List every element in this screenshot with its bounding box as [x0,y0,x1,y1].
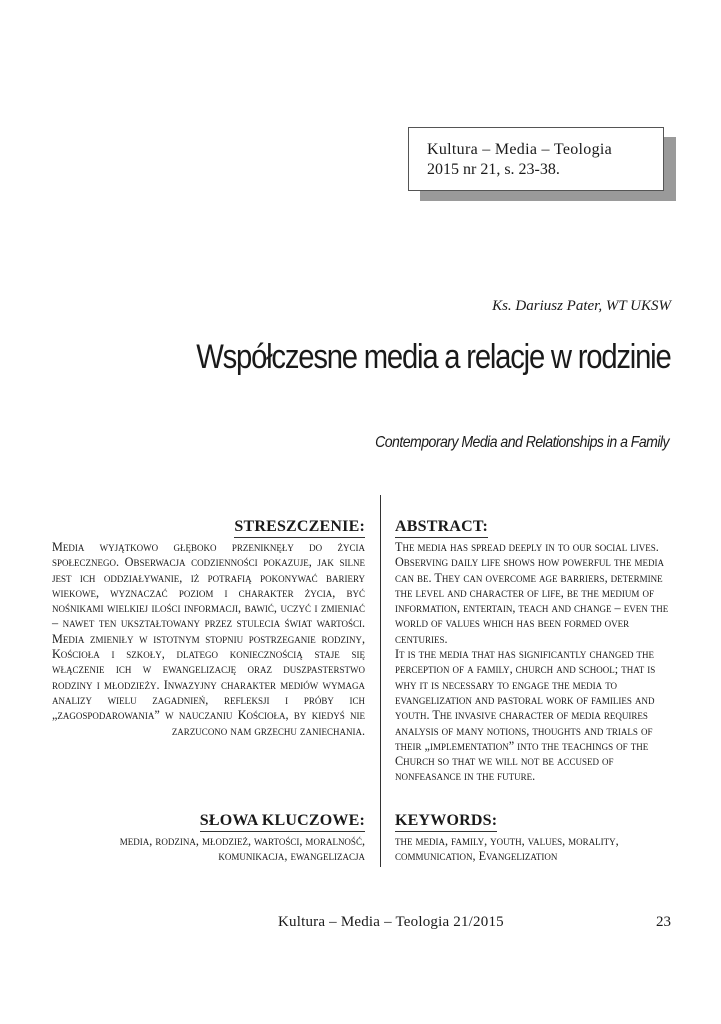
journal-issue: 2015 nr 21, s. 23-38. [427,161,560,178]
abstract-paragraph-2: It is the media that has significantly changed the perception of a family, church and school; that is why it is necessary to engage the media to evangelization and pastoral work of families and youth. The invasive character of media requires analysis of many notions, thoughts and trials of their „implementation” into the teachings of the Church so that we will not be accused of nonfeasance in the future. [395,647,656,784]
abstract-section [395,518,673,785]
streszczenie-section [52,518,365,739]
streszczenie-heading: STRESZCZENIE: [234,518,365,538]
column-divider [380,495,381,867]
footer-journal: Kultura – Media – Teologia 21/2015 [278,914,504,930]
streszczenie-text [52,540,365,739]
keywords-section [395,812,673,865]
slowa-kluczowe-heading: SŁOWA KLUCZOWE: [200,812,365,832]
article-subtitle: Contemporary Media and Relationships in a Family [375,434,669,451]
page-number: 23 [656,914,671,930]
journal-info-box [408,127,664,191]
keywords-text: the media, family, youth, values, morality, communication, Evangelization [395,834,619,864]
slowa-kluczowe-text: media, rodzina, młodzież, wartości, moralność, komunikacja, ewangelizacja [119,834,365,864]
keywords-heading: KEYWORDS: [395,812,497,832]
abstract-heading: ABSTRACT: [395,518,488,538]
article-title: Współczesne media a relacje w rodzinie [196,338,671,376]
journal-name: Kultura – Media – Teologia [427,141,613,158]
abstract-text [395,540,673,785]
article-author: Ks. Dariusz Pater, WT UKSW [492,298,671,314]
streszczenie-paragraph: Media wyjątkowo głęboko przeniknęły do życia społecznego. Obserwacja codzienności pokazuje, jak silne jest ich oddziaływanie, iż potrafią pokonywać bariery wiekowe, wyznaczać poziom i charakter życia, być nośnikami wielkiej ilości informacji, bawić, uczyć i zmieniać – nawet ten ukształtowany przez stulecia świat wartości. Media zmieniły w istotnym stopniu postrzeganie rodziny, Kościoła i szkoły, dlatego koniecznością staje się włączenie ich w ewangelizację oraz duszpasterstwo rodziny i młodzieży. Inwazyjny charakter mediów wymaga analizy wielu zagadnień, refleksji i próby ich „zagospodarowania” w nauczaniu Kościoła, by kiedyś nie zarzucono nam grzechu zaniechania. [52,540,365,738]
abstract-paragraph-1: The media has spread deeply in to our social lives. Observing daily life shows how powerful the media can be. They can overcome age barriers, determine the level and character of life, be the medium of information, entertain, teach and change – even the world of values which has been formed over centuries. [395,540,669,646]
slowa-kluczowe-section [52,812,365,865]
